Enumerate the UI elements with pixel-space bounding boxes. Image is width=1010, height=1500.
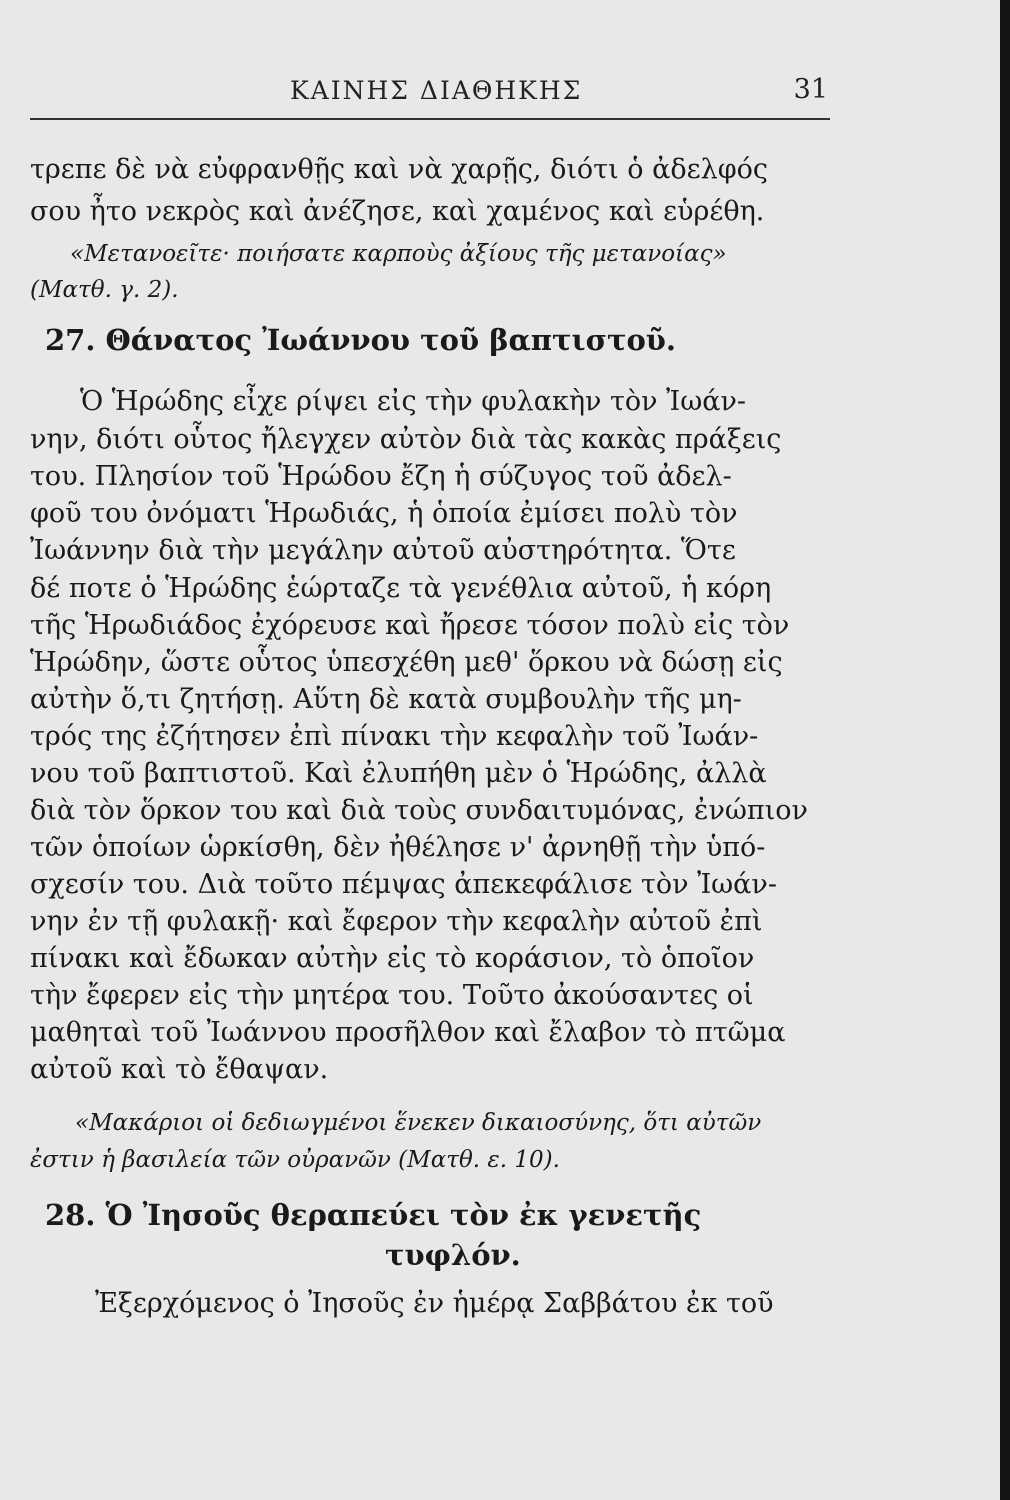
scripture-quote-line: «Μακάριοι οἱ δεδιωγμένοι ἕνεκεν δικαιοσύνης, ὅτι αὐτῶν — [75, 1110, 762, 1136]
page-edge-shadow — [1000, 0, 1010, 1500]
text-line: νην ἐν τῇ φυλακῇ· καὶ ἔφερον τὴν κεφαλὴν αὐτοῦ ἐπὶ — [30, 906, 763, 937]
text-line: σχεσίν του. Διὰ τοῦτο πέμψας ἀπεκεφάλισε τὸν Ἰωάν- — [30, 869, 777, 900]
text-line: διὰ τὸν ὅρκον του καὶ διὰ τοὺς συνδαιτυμόνας, ἐνώπιον — [30, 795, 808, 826]
scripture-reference: (Ματθ. γ. 2). — [30, 277, 179, 303]
text-line: φοῦ του ὀνόματι Ἡρωδιάς, ἡ ὁποία ἐμίσει πολὺ τὸν — [30, 498, 738, 529]
section-heading-28: 28. Ὁ Ἰησοῦς θεραπεύει τὸν ἐκ γενετῆς — [45, 1198, 702, 1232]
text-line: νου τοῦ βαπτιστοῦ. Καὶ ἐλυπήθη μὲν ὁ Ἡρώδης, ἀλλὰ — [30, 758, 767, 789]
scripture-reference: ἐστιν ἡ βασιλεία τῶν οὐρανῶν (Ματθ. ε. 10). — [30, 1147, 560, 1173]
text-line: τῆς Ἡρωδιάδος ἐχόρευσε καὶ ἤρεσε τόσον πολὺ εἰς τὸν — [30, 610, 790, 641]
running-title: ΚΑΙΝΗΣ ΔΙΑΘΗΚΗΣ — [290, 76, 583, 105]
text-line: Ἡρώδην, ὥστε οὗτος ὑπεσχέθη μεθ' ὅρκου νὰ δώσῃ εἰς — [30, 647, 783, 678]
text-line: πίνακι καὶ ἔδωκαν αὐτὴν εἰς τὸ κοράσιον, τὸ ὁποῖον — [30, 943, 755, 974]
text-line: Ὁ Ἡρώδης εἶχε ρίψει εἰς τὴν φυλακὴν τὸν Ἰωάν- — [80, 386, 747, 417]
running-header — [30, 70, 830, 110]
text-line: δέ ποτε ὁ Ἡρώδης ἑώρταζε τὰ γενέθλια αὐτοῦ, ἡ κόρη — [30, 573, 772, 604]
text-line: νην, διότι οὗτος ἤλεγχεν αὐτὸν διὰ τὰς κακὰς πράξεις — [30, 424, 782, 455]
text-line: τρεπε δὲ νὰ εὐφρανθῇς καὶ νὰ χαρῇς, διότι ὁ ἀδελφός — [30, 154, 768, 185]
text-line: τῶν ὁποίων ὡρκίσθη, δὲν ἠθέλησε ν' ἀρνηθῇ τὴν ὑπό- — [30, 832, 766, 863]
page-number: 31 — [793, 74, 828, 105]
text-line: αὐτὴν ὅ,τι ζητήσῃ. Αὕτη δὲ κατὰ συμβουλὴν τῆς μη- — [30, 684, 742, 715]
text-line: του. Πλησίον τοῦ Ἡρώδου ἔζη ἡ σύζυγος τοῦ ἀδελ- — [30, 461, 732, 492]
scripture-quote-line: «Μετανοεῖτε· ποιήσατε καρποὺς ἀξίους τῆς μετανοίας» — [70, 241, 727, 267]
text-line: σου ἦτο νεκρὸς καὶ ἀνέζησε, καὶ χαμένος καὶ εὑρέθη. — [30, 196, 765, 227]
section-heading-27: 27. Θάνατος Ἰωάννου τοῦ βαπτιστοῦ. — [45, 323, 677, 357]
text-line: τρός της ἐζήτησεν ἐπὶ πίνακι τὴν κεφαλὴν τοῦ Ἰωάν- — [30, 721, 759, 752]
text-line: Ἐξερχόμενος ὁ Ἰησοῦς ἐν ἡμέρᾳ Σαββάτου ἐκ τοῦ — [95, 1288, 774, 1319]
text-line: τὴν ἔφερεν εἰς τὴν μητέρα του. Τοῦτο ἀκούσαντες οἱ — [30, 980, 754, 1011]
text-line: αὐτοῦ καὶ τὸ ἔθαψαν. — [30, 1054, 329, 1085]
text-line: μαθηταὶ τοῦ Ἰωάννου προσῆλθον καὶ ἔλαβον τὸ πτῶμα — [30, 1017, 786, 1048]
section-heading-28-continued: τυφλόν. — [385, 1238, 521, 1272]
text-line: Ἰωάννην διὰ τὴν μεγάλην αὐτοῦ αὐστηρότητα. Ὅτε — [30, 535, 736, 566]
header-rule — [30, 118, 830, 120]
